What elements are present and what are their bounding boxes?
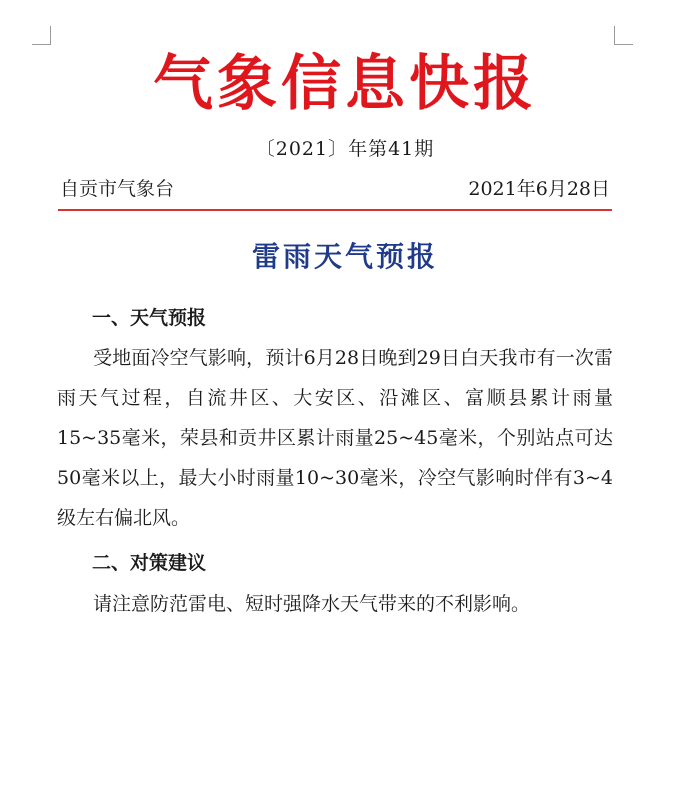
masthead-title: 气象信息快报	[153, 49, 537, 119]
section-heading-advice: 二、对策建议	[92, 552, 207, 574]
page-corner-mark-top-right	[614, 26, 633, 45]
paragraph-advice-text: 请注意防范雷电、短时强降水天气带来的不利影响。	[93, 593, 531, 615]
paragraph-forecast	[57, 338, 613, 538]
header-divider	[58, 209, 612, 211]
issue-date: 2021年6月28日	[468, 178, 610, 200]
issuer-name: 自贡市气象台	[60, 178, 175, 200]
meta-line	[60, 175, 610, 203]
section-heading-forecast: 一、天气预报	[92, 307, 207, 329]
document-title: 雷雨天气预报	[251, 240, 438, 273]
page-corner-mark-top-left	[32, 26, 51, 45]
issue-number: 〔2021〕年第41期	[255, 138, 435, 160]
paragraph-forecast-text: 受地面冷空气影响，预计6月28日晚到29日白天我市有一次雷雨天气过程，自流井区、大安区、沿滩区、富顺县累计雨量15~35毫米，荣县和贡井区累计雨量25~45毫米，个别站点可达50毫米以上，最大小时雨量10~30毫米，冷空气影响时伴有3~4级左右偏北风。	[57, 347, 613, 529]
paragraph-advice	[57, 584, 613, 624]
